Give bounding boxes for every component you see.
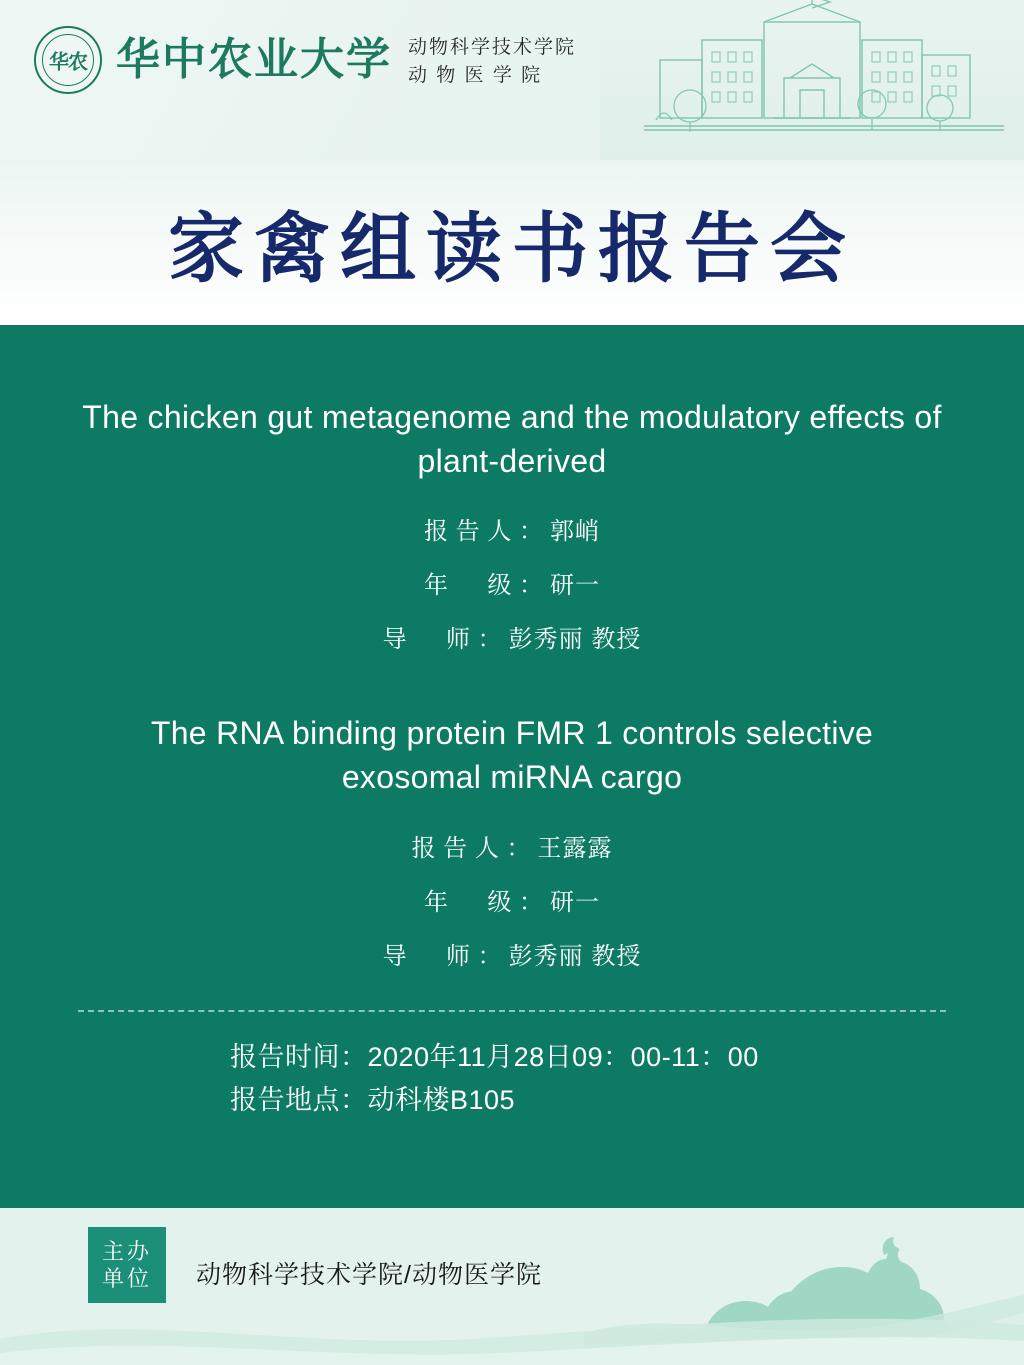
grade-line	[70, 559, 954, 613]
speaker-value: 郭峭	[550, 518, 600, 546]
speaker-line	[70, 822, 954, 876]
host-badge-line-1: 主办	[101, 1238, 152, 1264]
poster-header	[0, 0, 1024, 160]
title-band	[0, 160, 1024, 325]
college-line-1: 动物科学技术学院	[408, 37, 577, 59]
poster-footer	[0, 1205, 1024, 1365]
advisor-line	[70, 613, 954, 667]
campus-building-icon	[604, 0, 1024, 160]
college-line-2: 动 物 医 学 院	[408, 65, 543, 86]
host-badge-line-2: 单位	[101, 1266, 152, 1291]
speaker-label: 报告人：	[424, 518, 544, 546]
talk-meta	[70, 505, 954, 667]
university-logo-group	[34, 26, 576, 94]
talk-entry-2	[70, 685, 954, 983]
grade-label: 年 级：	[424, 888, 544, 916]
talk-title: The chicken gut metagenome and the modulatory effects of plant-derived	[82, 399, 942, 480]
footer-wave-decoration	[0, 1295, 1024, 1365]
section-divider	[78, 1010, 946, 1012]
poster-body	[0, 325, 1024, 1205]
grade-value: 研一	[550, 888, 600, 916]
grade-line	[70, 876, 954, 930]
advisor-label: 导 师：	[382, 942, 503, 970]
speaker-label: 报告人：	[411, 834, 532, 862]
host-badge	[88, 1227, 166, 1303]
university-name: 华中农业大学	[116, 34, 392, 85]
grade-value: 研一	[550, 572, 600, 600]
event-time: 报告时间：2020年11月28日09：00-11：00	[230, 1041, 759, 1072]
speaker-value: 王露露	[537, 834, 613, 862]
advisor-value: 彭秀丽 教授	[508, 942, 642, 970]
page-title: 家禽组读书报告会	[168, 204, 856, 293]
advisor-label: 导 师：	[382, 626, 503, 654]
footer-rule	[0, 1205, 1024, 1208]
seal-text: 华农	[49, 49, 87, 74]
talk-entry-1	[70, 369, 954, 667]
talk-title: The RNA binding protein FMR 1 controls selective exosomal miRNA cargo	[150, 715, 874, 796]
event-info	[70, 1036, 954, 1122]
talk-meta	[70, 822, 954, 984]
grade-label: 年 级：	[424, 572, 544, 600]
advisor-value: 彭秀丽 教授	[508, 626, 642, 654]
advisor-line	[70, 930, 954, 984]
college-names	[408, 30, 576, 89]
speaker-line	[70, 505, 954, 559]
event-place: 报告地点：动科楼B105	[230, 1084, 516, 1115]
host-organizations: 动物科学技术学院/动物医学院	[196, 1261, 542, 1289]
university-seal-icon	[34, 26, 102, 94]
